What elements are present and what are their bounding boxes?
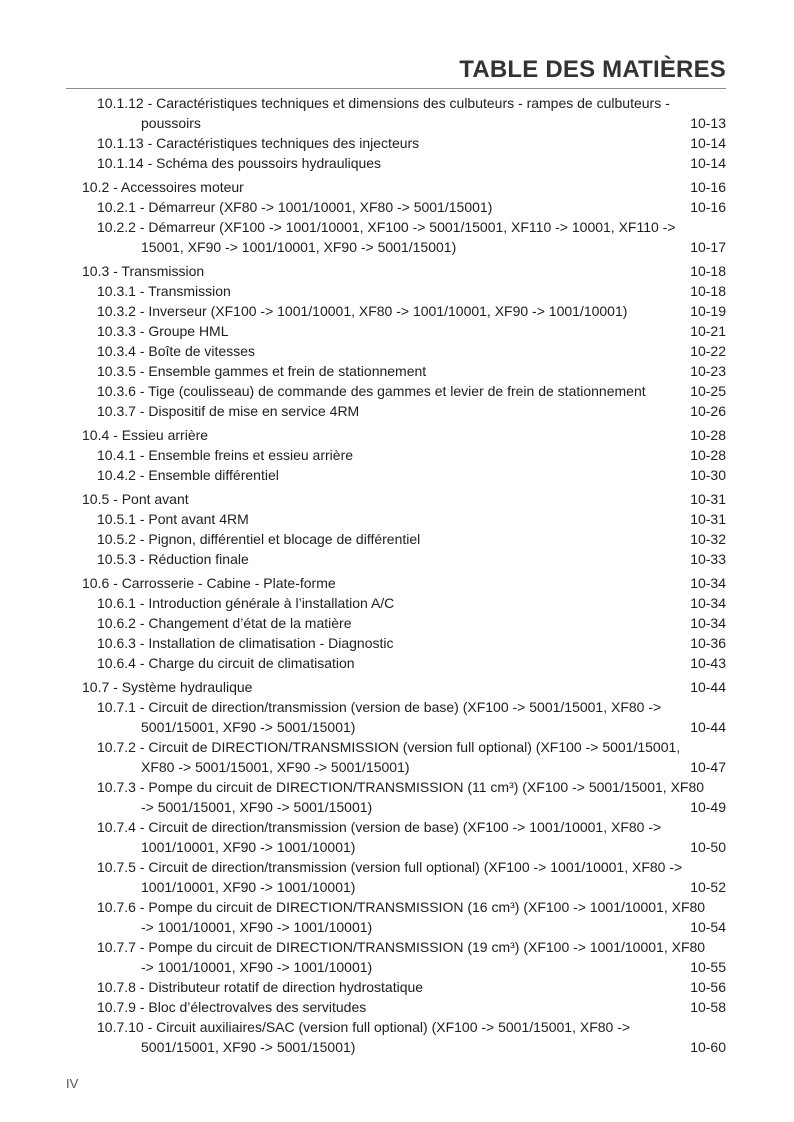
toc-entry-page-number: 10-60 xyxy=(690,1039,726,1055)
toc-entry-page-number: 10-17 xyxy=(690,239,726,255)
toc-entry-page-number: 10-16 xyxy=(690,179,726,195)
toc-entry[interactable] xyxy=(0,529,794,549)
toc-entry-page-number: 10-32 xyxy=(690,531,726,547)
toc-entry-title: 10.5 - Pont avant xyxy=(82,491,189,507)
toc-entry[interactable] xyxy=(0,653,794,673)
toc-entry-title: 10.3 - Transmission xyxy=(82,263,205,279)
page-title: TABLE DES MATIÈRES xyxy=(459,56,726,83)
toc-entry[interactable] xyxy=(0,217,794,257)
toc-entry-title-continued: 1001/10001, XF90 -> 1001/10001) xyxy=(141,839,356,855)
toc-entry[interactable] xyxy=(0,697,794,737)
toc-entry-title: 10.5.3 - Réduction finale xyxy=(97,551,249,567)
toc-entry-title: 10.4 - Essieu arrière xyxy=(82,427,209,443)
toc-entry[interactable] xyxy=(0,737,794,777)
toc-entry-title: 10.2.1 - Démarreur (XF80 -> 1001/10001, XF80 -> 5001/15001) xyxy=(97,199,493,215)
toc-entry-title-continued: -> 1001/10001, XF90 -> 1001/10001) xyxy=(141,959,373,975)
toc-entry-title: 10.7.7 - Pompe du circuit de DIRECTION/TRANSMISSION (19 cm³) (XF100 -> 1001/10001, XF80 xyxy=(97,939,706,955)
toc-entry[interactable] xyxy=(0,977,794,997)
toc-entry-title: 10.7.6 - Pompe du circuit de DIRECTION/TRANSMISSION (16 cm³) (XF100 -> 1001/10001, XF80 xyxy=(97,899,706,915)
toc-entry[interactable] xyxy=(0,897,794,937)
toc-entry[interactable] xyxy=(0,997,794,1017)
toc-entry[interactable] xyxy=(0,465,794,485)
toc-entry-page-number: 10-49 xyxy=(690,799,726,815)
toc-entry[interactable] xyxy=(0,261,794,281)
toc-entry-title: 10.3.4 - Boîte de vitesses xyxy=(97,343,255,359)
toc-entry-page-number: 10-16 xyxy=(690,199,726,215)
toc-entry[interactable] xyxy=(0,593,794,613)
toc-entry-title-continued: 1001/10001, XF90 -> 1001/10001) xyxy=(141,879,356,895)
toc-entry[interactable] xyxy=(0,153,794,173)
toc-entry[interactable] xyxy=(0,509,794,529)
toc-entry-title-continued: -> 1001/10001, XF90 -> 1001/10001) xyxy=(141,919,373,935)
toc-entry[interactable] xyxy=(0,321,794,341)
toc-entry-page-number: 10-44 xyxy=(690,719,726,735)
toc-entry-title: 10.3.2 - Inverseur (XF100 -> 1001/10001, XF80 -> 1001/10001, XF90 -> 1001/10001) xyxy=(97,303,628,319)
toc-entry-title: 10.5.2 - Pignon, différentiel et blocage de différentiel xyxy=(97,531,421,547)
toc-entry[interactable] xyxy=(0,677,794,697)
toc-entry-title-continued: poussoirs xyxy=(141,115,201,131)
toc-entry-page-number: 10-44 xyxy=(690,679,726,695)
toc-entry-title: 10.7.2 - Circuit de DIRECTION/TRANSMISSION (version full optional) (XF100 -> 5001/15001, xyxy=(97,739,681,755)
toc-entry-page-number: 10-14 xyxy=(690,155,726,171)
toc-entry-title: 10.7.9 - Bloc d’électrovalves des servitudes xyxy=(97,999,367,1015)
toc-entry[interactable] xyxy=(0,281,794,301)
toc-entry-title: 10.3.1 - Transmission xyxy=(97,283,231,299)
toc-entry-page-number: 10-47 xyxy=(690,759,726,775)
toc-entry-title: 10.3.3 - Groupe HML xyxy=(97,323,229,339)
toc-entry-page-number: 10-19 xyxy=(690,303,726,319)
toc-entry-page-number: 10-22 xyxy=(690,343,726,359)
toc-entry-title: 10.6.4 - Charge du circuit de climatisation xyxy=(97,655,355,671)
toc-entry-title: 10.6.3 - Installation de climatisation - Diagnostic xyxy=(97,635,394,651)
toc-entry-page-number: 10-26 xyxy=(690,403,726,419)
toc-entry-title: 10.6.1 - Introduction générale à l’installation A/C xyxy=(97,595,395,611)
toc-entry-page-number: 10-31 xyxy=(690,491,726,507)
toc-entry-title: 10.7 - Système hydraulique xyxy=(82,679,253,695)
toc-entry-page-number: 10-14 xyxy=(690,135,726,151)
toc-entry-page-number: 10-34 xyxy=(690,575,726,591)
toc-entry-title-continued: 15001, XF90 -> 1001/10001, XF90 -> 5001/15001) xyxy=(141,239,457,255)
toc-entry[interactable] xyxy=(0,381,794,401)
toc-entry-title: 10.7.1 - Circuit de direction/transmission (version de base) (XF100 -> 5001/15001, XF80 -> xyxy=(97,699,662,715)
toc-entry-page-number: 10-56 xyxy=(690,979,726,995)
toc-entry-page-number: 10-34 xyxy=(690,595,726,611)
toc-entry-title: 10.7.4 - Circuit de direction/transmission (version de base) (XF100 -> 1001/10001, XF80 -> xyxy=(97,819,662,835)
toc-entry-title: 10.6.2 - Changement d’état de la matière xyxy=(97,615,352,631)
toc-entry[interactable] xyxy=(0,573,794,593)
toc-entry-page-number: 10-33 xyxy=(690,551,726,567)
toc-entry-page-number: 10-36 xyxy=(690,635,726,651)
toc-entry[interactable] xyxy=(0,633,794,653)
page-number-label: IV xyxy=(66,1076,79,1091)
toc-entry[interactable] xyxy=(0,361,794,381)
toc-entry[interactable] xyxy=(0,777,794,817)
toc-entry-page-number: 10-43 xyxy=(690,655,726,671)
toc-entry-page-number: 10-21 xyxy=(690,323,726,339)
toc-entry[interactable] xyxy=(0,341,794,361)
toc-entry-title: 10.2 - Accessoires moteur xyxy=(82,179,244,195)
toc-entry[interactable] xyxy=(0,445,794,465)
toc-entry-title: 10.7.3 - Pompe du circuit de DIRECTION/TRANSMISSION (11 cm³) (XF100 -> 5001/15001, XF80 xyxy=(97,779,705,795)
toc-entry-title: 10.1.13 - Caractéristiques techniques des injecteurs xyxy=(97,135,420,151)
toc-entry[interactable] xyxy=(0,857,794,897)
toc-entry-page-number: 10-28 xyxy=(690,447,726,463)
toc-entry-title: 10.4.2 - Ensemble différentiel xyxy=(97,467,279,483)
toc-entry-page-number: 10-18 xyxy=(690,263,726,279)
toc-entry[interactable] xyxy=(0,817,794,857)
toc-entry-title-continued: XF80 -> 5001/15001, XF90 -> 5001/15001) xyxy=(141,759,410,775)
toc-entry-page-number: 10-25 xyxy=(690,383,726,399)
toc-entry-page-number: 10-31 xyxy=(690,511,726,527)
toc-entry-page-number: 10-54 xyxy=(690,919,726,935)
toc-entry-title-continued: -> 5001/15001, XF90 -> 5001/15001) xyxy=(141,799,373,815)
toc-entry[interactable] xyxy=(0,937,794,977)
table-of-contents xyxy=(0,93,794,1057)
toc-entry-page-number: 10-13 xyxy=(690,115,726,131)
toc-entry[interactable] xyxy=(0,197,794,217)
toc-entry-page-number: 10-50 xyxy=(690,839,726,855)
toc-entry[interactable] xyxy=(0,489,794,509)
toc-entry-title: 10.1.12 - Caractéristiques techniques et dimensions des culbuteurs - rampes de culbuteurs - xyxy=(97,95,670,111)
toc-entry-title: 10.7.8 - Distributeur rotatif de direction hydrostatique xyxy=(97,979,424,995)
toc-entry-title: 10.1.14 - Schéma des poussoirs hydrauliques xyxy=(97,155,382,171)
toc-entry[interactable] xyxy=(0,93,794,133)
toc-entry-title: 10.3.6 - Tige (coulisseau) de commande des gammes et levier de frein de stationnement xyxy=(97,383,646,399)
toc-entry-page-number: 10-34 xyxy=(690,615,726,631)
toc-entry-title: 10.2.2 - Démarreur (XF100 -> 1001/10001, XF100 -> 5001/15001, XF110 -> 10001, XF110 -> xyxy=(97,219,676,235)
toc-entry-title: 10.7.10 - Circuit auxiliaires/SAC (version full optional) (XF100 -> 5001/15001, XF80 -> xyxy=(97,1019,631,1035)
toc-entry-page-number: 10-58 xyxy=(690,999,726,1015)
toc-entry-page-number: 10-55 xyxy=(690,959,726,975)
toc-entry[interactable] xyxy=(0,301,794,321)
toc-entry-title: 10.7.5 - Circuit de direction/transmission (version full optional) (XF100 -> 1001/10001, XF80 -> xyxy=(97,859,683,875)
toc-entry-page-number: 10-52 xyxy=(690,879,726,895)
toc-entry-title: 10.4.1 - Ensemble freins et essieu arrière xyxy=(97,447,354,463)
toc-entry-title-continued: 5001/15001, XF90 -> 5001/15001) xyxy=(141,1039,356,1055)
toc-entry-page-number: 10-30 xyxy=(690,467,726,483)
toc-entry[interactable] xyxy=(0,177,794,197)
toc-entry-title: 10.3.7 - Dispositif de mise en service 4RM xyxy=(97,403,360,419)
toc-entry[interactable] xyxy=(0,133,794,153)
header-rule xyxy=(66,88,726,89)
toc-entry[interactable] xyxy=(0,1017,794,1057)
toc-entry-title-continued: 5001/15001, XF90 -> 5001/15001) xyxy=(141,719,356,735)
toc-entry-page-number: 10-23 xyxy=(690,363,726,379)
toc-entry-title: 10.5.1 - Pont avant 4RM xyxy=(97,511,249,527)
toc-entry-page-number: 10-28 xyxy=(690,427,726,443)
toc-entry[interactable] xyxy=(0,613,794,633)
toc-entry-page-number: 10-18 xyxy=(690,283,726,299)
toc-entry-title: 10.6 - Carrosserie - Cabine - Plate-forme xyxy=(82,575,336,591)
toc-entry[interactable] xyxy=(0,401,794,421)
toc-entry[interactable] xyxy=(0,425,794,445)
toc-entry-title: 10.3.5 - Ensemble gammes et frein de stationnement xyxy=(97,363,427,379)
toc-entry[interactable] xyxy=(0,549,794,569)
